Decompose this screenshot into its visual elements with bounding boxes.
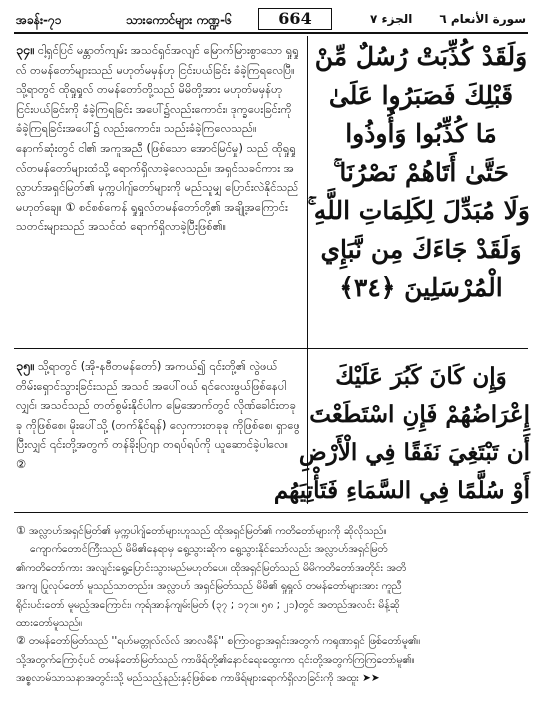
arabic-line: حَتَّىٰ أَتَاهُمْ نَصْرُنَا ۚ [333, 157, 509, 187]
verse-separator [14, 348, 528, 349]
page-number: 664 [258, 8, 332, 30]
arabic-line: أَوْ سُلَّمًا فِي السَّمَاءِ فَتَأْتِيَهُم [273, 477, 530, 504]
footnote-2-line [16, 632, 526, 650]
footnote-marker: ① [16, 524, 26, 537]
verse-number: ၃၅။ [16, 358, 34, 373]
arabic-line: إِعْرَاضُهُمْ فَإِنِ اسْتَطَعْتَ [309, 401, 530, 428]
verse-text: သို့ရာတွင် (အို-နဗီတမန်တော်) အကယ်၍ ၎င်းတို့၏ လွဲဖယ်တိမ်းရှောင်သွားခြင်းသည် အသင် အပေါ်ဝယ် ရင်လေးဖွယ်ဖြစ်နေပါလျှင်၊ အသင်သည် တတ်စွမ်းနိုင်ပါက မြေအောက်တွင် လိုဏ်ခေါင်းတခုခု ကိုဖြစ်စေ၊ မိုးပေါ်သို့ (တက်နိုင်ရန်) လှေကားတခုခု ကိုဖြစ်စေ၊ ရှာဖွေပြီးလျှင် ၎င်းတို့အတွက် တန်ခိုးပြဂျာ တရပ်ရပ်ကို ယူဆောင်ခဲ့ပါလေ။ ② [16, 360, 300, 471]
verse-number: ၃၄။ [16, 42, 34, 57]
arabic-line: الْمُرْسَلِينَ ﴿٣٤﴾ [339, 273, 503, 302]
footnote-separator [14, 512, 528, 513]
arabic-line: مَا كُذِّبُوا وَأُوذُوا [345, 119, 497, 148]
footnote-1-line: ကျောက်တောင်ကြီးသည် မိမိ၏နေရာမှ ရွေ့သွားဆိုက ရွေ့သွားနိုင်သော်လည်း အလ္လာဟ်အရှင်မြတ် [30, 543, 388, 556]
verse-35-translation [16, 356, 300, 475]
arabic-line: أَن تَبْتَغِيَ نَفَقًا فِي الْأَرْضِ [298, 439, 530, 466]
footnote-1-line: ရိုင်းပင်းတော် မူမည့်အကြောင်း၊ ကုရ်အာန်ကျမ်းမြတ် (၃၇ ; ၁၇၁။ ၅၈ ; ၂၁)တွင် အတည်အလင်း မိန့်ဆို [16, 598, 400, 611]
arabic-line: قَبْلِكَ فَصَبَرُوا عَلَىٰ [328, 80, 514, 110]
chapter-label: အခန်း-၇၁ [16, 13, 62, 27]
footnote-1-line [16, 522, 526, 540]
juz-label: الجزء ٧ [370, 12, 413, 26]
arabic-line: وَلَا مُبَدِّلَ لِكَلِمَاتِ اللَّهِ ۚ [307, 196, 530, 225]
verse-text: ငါ့ရှင်ပြင် မန္တာတ်ကျမ်း အသင်ရှင်အလျင် မြောက်မြားစွာသော ရှုရှုလ် တမန်တော်များသည် မဟုတ်မမှန်ဟု ငြင်းပယ်ခြင်း ခံခဲ့ကြရလေပြီ။ သို့ရာတွင် ထိုရှုရှုလ် တမန်တော်တို့သည် မိမိတို့အား မဟုတ်မမှန်ဟု ငြင်းပယ်ခြင်းကို ခံခဲ့ကြရခြင်း အပေါ်၌လည်းကောင်း၊ ဒုက္ခပေးခြင်းကို ခံခဲ့ကြရခြင်းအပေါ်၌ လည်းကောင်း၊ သည်းခံခဲ့ကြလေသည်။ နောက်ဆုံးတွင် ငါ၏ အကူအညီ (ဖြစ်သော အောင်မြင်မှု) သည် ထိုရှုရှုလ်တမန်တော်များထံသို့ ရောက်ရှိလာခဲ့လေသည်။ အရှင်သခင်ကား အလ္လာဟ်အရှင်မြတ်၏ မှက္ကပါဂျ်တော်များကို မည်သူမျှ ပြောင်းလဲနိုင်သည်မဟုတ်ချေ။ ① စင်စစ်ကေန် ရှုရှုလ်တမန်တော်တို့၏ အချို့အကြောင်းသတင်းများသည် အသင်ထံ ရောက်ရှိလာခဲ့ပြီးဖြစ်၏။ [16, 44, 299, 234]
footnotes [16, 522, 526, 688]
arabic-line: وَلَقَدْ جَاءَكَ مِن نَّبَإِي [320, 234, 522, 264]
footnote-text: အလ္လာဟ်အရှင်မြတ်၏ မှက္ကပါဂျ်တော်များဟူသည် ထိုအရှင်မြတ်၏ ကတိတော်များကို ဆိုလိုသည်။ [28, 525, 387, 537]
footnote-1-line: ၏ကတိတော်ကား အလျင်းရွေ့ပြောင်းသွားမည်မဟုတ်ပေ။ ထိုအရှင်မြတ်သည် မိမိကတိတော်အတိုင်း အတိ [16, 561, 407, 574]
footnote-2-line: သို့အတွက်ကြောင့်ပင် တမန်တော်မြတ်သည် ကာဖိရ်တို့၏နောင်ရေးထွေးကာ ၎င်းတို့အတွက်ကြကြတော်မူ၏။ [16, 653, 415, 666]
footnote-marker: ② [16, 634, 26, 648]
footnote-2-line: အစ္စလာမ်သာသနာအတွင်းသို့ မည်သည့်နည်းနှင့်ဖြစ်စေ ကာဖိရ်များရောက်ရှိလာခြင်းကို အထူး ➤➤ [16, 672, 380, 685]
surah-name-arabic: سورة الأنعام ٦ [439, 12, 526, 26]
footnote-1-line: အကျ ပြုလုပ်တော် မူသည်သာတည်း။ အလ္လာဟ် အရှင်မြတ်သည် မိမိ၏ ရှုရှုလ် တမန်တော်များအား ကူညီ [16, 580, 402, 593]
arabic-verse-35 [273, 358, 530, 510]
arabic-verse-34 [307, 38, 530, 308]
arabic-line: وَإِن كَانَ كَبُرَ عَلَيْكَ [335, 363, 507, 390]
footnote-text: တမန်တော်မြတ်သည် ''ရဟ်မတ္တုလ်လ်လ် အာလမီန်'' စကြာဝဠာအရှင်းအတွက် ကရုဏာရှင် ဖြစ်တော်မူ၏။ [28, 635, 421, 648]
footnote-1-line: ထားတော်မူသည်။ [16, 617, 83, 630]
page-header [14, 8, 528, 34]
surah-title-burmese: သားကောင်များ ကဏ္ဍ-၆ [126, 13, 232, 27]
verse-34-translation [16, 40, 300, 237]
arabic-line: وَلَقَدْ كُذِّبَتْ رُسُلٌ مِّنْ [314, 42, 528, 71]
